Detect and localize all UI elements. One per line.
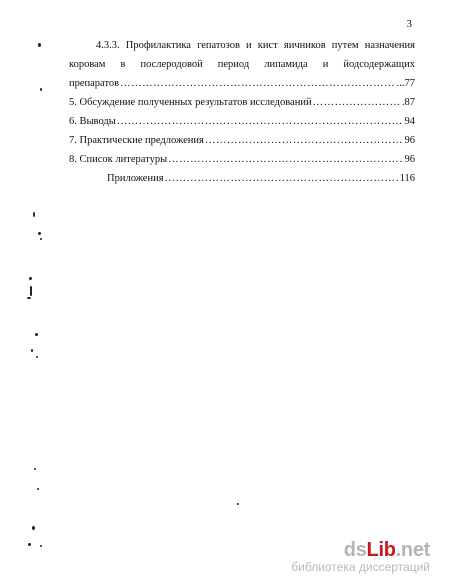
scan-speck — [33, 212, 35, 217]
scan-speck — [37, 488, 39, 490]
toc-entry-page: ...77 — [396, 78, 415, 89]
scan-speck — [40, 238, 42, 240]
table-of-contents — [69, 36, 415, 188]
scan-speck — [32, 526, 35, 530]
toc-entry-page: .87 — [401, 97, 415, 108]
dot-leader — [165, 169, 399, 188]
toc-entry-page: 96 — [404, 154, 415, 165]
toc-entry-recommendations — [69, 131, 415, 150]
toc-entry-title-line-1: 4.3.3. Профилактика гепатозов и кист яичников путем назначения — [96, 40, 415, 51]
dot-leader — [117, 112, 404, 131]
toc-entry-4-3-3 — [69, 36, 415, 93]
toc-entry-page: 94 — [404, 116, 415, 127]
dot-leader — [313, 93, 401, 112]
toc-entry-title-line-3: препаратов — [69, 78, 120, 89]
dot-leader — [120, 74, 396, 93]
toc-entry-title: 5. Обсуждение полученных результатов исследований — [69, 97, 312, 108]
toc-entry-title: 8. Список литературы — [69, 154, 168, 165]
scan-speck — [27, 297, 31, 299]
scan-speck — [31, 349, 33, 352]
toc-entry-appendices — [69, 169, 415, 188]
toc-entry-title: 7. Практические предложения — [69, 135, 204, 146]
toc-entry-title: Приложения — [107, 173, 164, 184]
scan-speck — [29, 277, 32, 280]
page-number: 3 — [406, 18, 412, 30]
scan-speck — [237, 503, 239, 505]
scan-speck — [38, 232, 41, 235]
scan-speck — [28, 543, 31, 546]
watermark-logo: dsLib.net — [343, 539, 430, 561]
dslib-watermark — [291, 540, 430, 574]
toc-entry-page: 116 — [399, 173, 415, 184]
scan-speck — [35, 333, 38, 336]
toc-entry-references — [69, 150, 415, 169]
scan-speck — [30, 286, 32, 296]
toc-entry-conclusions — [69, 112, 415, 131]
toc-entry-title-line-2: коровам в послеродовой период липамида и йодсодержащих — [69, 59, 415, 70]
toc-entry-discussion — [69, 93, 415, 112]
dot-leader — [168, 150, 403, 169]
toc-entry-page: 96 — [404, 135, 415, 146]
toc-entry-title: 6. Выводы — [69, 116, 116, 127]
toc-entry-line-3 — [69, 74, 415, 93]
scan-speck — [40, 545, 42, 547]
dot-leader — [205, 131, 404, 150]
scan-speck — [36, 356, 38, 358]
scan-speck — [34, 468, 36, 470]
watermark-tagline: библиотека диссертаций — [291, 560, 430, 574]
scan-speck — [40, 88, 42, 91]
scan-speck — [38, 43, 41, 47]
